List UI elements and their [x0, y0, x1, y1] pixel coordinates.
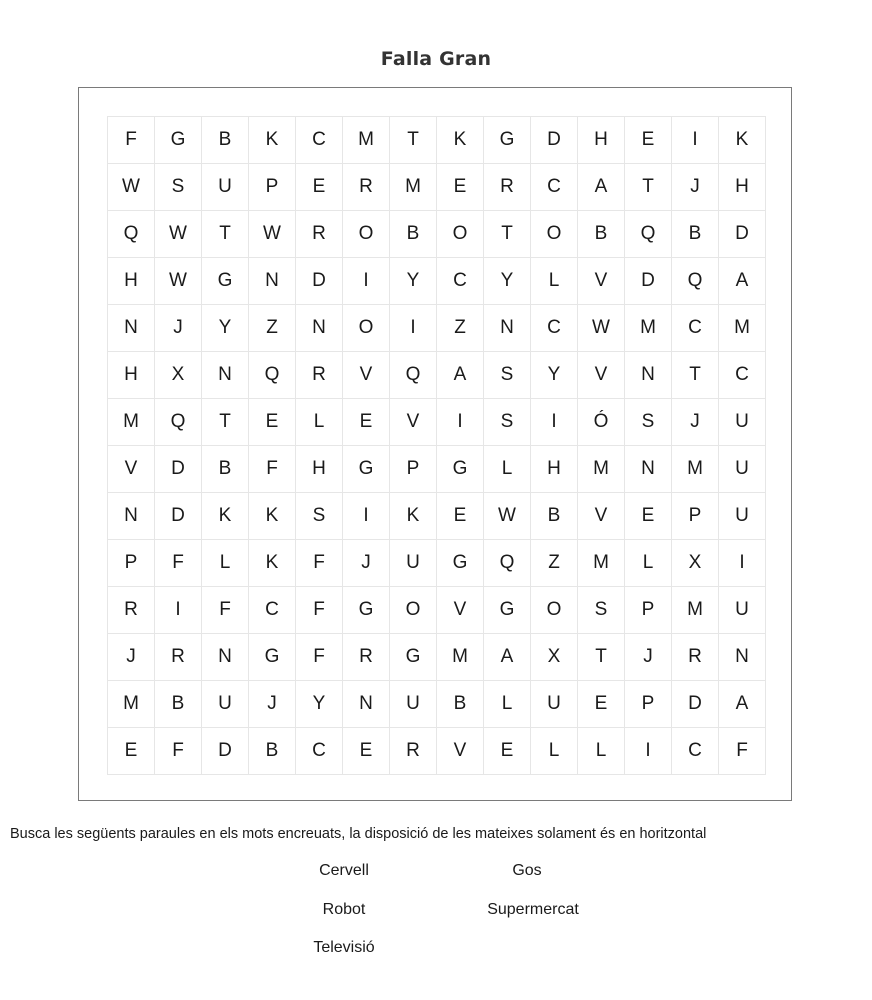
word-cervell: Cervell	[319, 862, 369, 879]
grid-cell[interactable]: F	[202, 587, 249, 634]
grid-cell[interactable]: C	[672, 728, 719, 775]
grid-cell[interactable]: B	[531, 493, 578, 540]
grid-cell[interactable]: F	[296, 587, 343, 634]
puzzle-title: Falla Gran	[380, 48, 492, 70]
grid-cell[interactable]: E	[484, 728, 531, 775]
grid-cell[interactable]: U	[390, 681, 437, 728]
grid-cell[interactable]: U	[202, 164, 249, 211]
grid-cell[interactable]: Q	[390, 352, 437, 399]
grid-cell[interactable]: S	[578, 587, 625, 634]
grid-cell[interactable]: M	[437, 634, 484, 681]
grid-cell[interactable]: T	[202, 399, 249, 446]
grid-cell[interactable]: W	[578, 305, 625, 352]
grid-cell[interactable]: T	[202, 211, 249, 258]
grid-cell[interactable]: K	[437, 117, 484, 164]
grid-cell[interactable]: U	[719, 399, 766, 446]
grid-cell[interactable]: S	[155, 164, 202, 211]
grid-cell[interactable]: S	[296, 493, 343, 540]
grid-cell[interactable]: C	[296, 117, 343, 164]
grid-cell[interactable]: Q	[108, 211, 155, 258]
grid-cell[interactable]: E	[437, 493, 484, 540]
grid-cell[interactable]: G	[155, 117, 202, 164]
grid-cell[interactable]: R	[672, 634, 719, 681]
grid-cell[interactable]: R	[108, 587, 155, 634]
grid-cell[interactable]: N	[108, 493, 155, 540]
letter-grid	[107, 116, 766, 775]
grid-cell[interactable]: N	[249, 258, 296, 305]
grid-cell[interactable]: H	[719, 164, 766, 211]
grid-cell[interactable]: T	[390, 117, 437, 164]
grid-cell[interactable]: M	[108, 399, 155, 446]
grid-cell[interactable]: N	[625, 352, 672, 399]
grid-cell[interactable]: M	[578, 540, 625, 587]
grid-cell[interactable]: G	[484, 587, 531, 634]
grid-cell[interactable]: W	[108, 164, 155, 211]
grid-cell[interactable]: F	[249, 446, 296, 493]
grid-cell[interactable]: U	[719, 587, 766, 634]
grid-cell[interactable]: Q	[484, 540, 531, 587]
grid-cell[interactable]: W	[155, 258, 202, 305]
grid-cell[interactable]: X	[531, 634, 578, 681]
grid-cell[interactable]: P	[625, 587, 672, 634]
grid-cell[interactable]: P	[625, 681, 672, 728]
grid-cell[interactable]: R	[484, 164, 531, 211]
grid-cell[interactable]: G	[202, 258, 249, 305]
grid-cell[interactable]: V	[108, 446, 155, 493]
grid-cell[interactable]: K	[719, 117, 766, 164]
grid-cell[interactable]: P	[249, 164, 296, 211]
grid-cell[interactable]: L	[578, 728, 625, 775]
grid-cell[interactable]: V	[578, 352, 625, 399]
grid-cell[interactable]: V	[437, 728, 484, 775]
word-supermercat: Supermercat	[487, 901, 579, 918]
grid-cell[interactable]: V	[343, 352, 390, 399]
grid-cell[interactable]: B	[437, 681, 484, 728]
grid-cell[interactable]: E	[625, 493, 672, 540]
grid-cell[interactable]: V	[578, 493, 625, 540]
word-gos: Gos	[512, 862, 542, 879]
grid-cell[interactable]: R	[343, 634, 390, 681]
grid-cell[interactable]: T	[625, 164, 672, 211]
grid-cell[interactable]: C	[296, 728, 343, 775]
grid-cell[interactable]: M	[672, 446, 719, 493]
grid-cell[interactable]: E	[296, 164, 343, 211]
grid-cell[interactable]: T	[578, 634, 625, 681]
grid-cell[interactable]: B	[155, 681, 202, 728]
grid-cell[interactable]: G	[343, 587, 390, 634]
grid-cell[interactable]: R	[155, 634, 202, 681]
grid-cell[interactable]: M	[672, 587, 719, 634]
grid-cell[interactable]: K	[249, 117, 296, 164]
grid-cell[interactable]: W	[249, 211, 296, 258]
grid-cell[interactable]: Q	[249, 352, 296, 399]
grid-cell[interactable]: G	[484, 117, 531, 164]
grid-cell[interactable]: A	[437, 352, 484, 399]
grid-cell[interactable]: F	[719, 728, 766, 775]
grid-cell[interactable]: Q	[672, 258, 719, 305]
grid-cell[interactable]: Q	[625, 211, 672, 258]
grid-cell[interactable]: Q	[155, 399, 202, 446]
grid-cell[interactable]: U	[202, 681, 249, 728]
grid-cell[interactable]: I	[531, 399, 578, 446]
grid-cell[interactable]: B	[578, 211, 625, 258]
grid-cell[interactable]: Y	[202, 305, 249, 352]
grid-cell[interactable]: N	[719, 634, 766, 681]
grid-cell[interactable]: V	[437, 587, 484, 634]
grid-cell[interactable]: N	[484, 305, 531, 352]
grid-cell[interactable]: D	[672, 681, 719, 728]
grid-cell[interactable]: Y	[296, 681, 343, 728]
grid-cell[interactable]: C	[719, 352, 766, 399]
grid-cell[interactable]: B	[202, 446, 249, 493]
grid-cell[interactable]: L	[296, 399, 343, 446]
grid-cell[interactable]: F	[296, 540, 343, 587]
grid-cell[interactable]: Z	[249, 305, 296, 352]
grid-cell[interactable]: E	[108, 728, 155, 775]
grid-cell[interactable]: Y	[390, 258, 437, 305]
grid-cell[interactable]: M	[719, 305, 766, 352]
grid-cell[interactable]: Z	[437, 305, 484, 352]
grid-cell[interactable]: F	[108, 117, 155, 164]
grid-cell[interactable]: M	[108, 681, 155, 728]
word-televisio: Televisió	[313, 939, 375, 956]
grid-cell[interactable]: L	[531, 728, 578, 775]
grid-cell[interactable]: X	[155, 352, 202, 399]
grid-cell[interactable]: N	[343, 681, 390, 728]
grid-cell[interactable]: Ó	[578, 399, 625, 446]
grid-cell[interactable]: P	[672, 493, 719, 540]
grid-cell[interactable]: Y	[531, 352, 578, 399]
word-robot: Robot	[322, 901, 366, 918]
grid-cell[interactable]: I	[719, 540, 766, 587]
grid-cell[interactable]: K	[249, 493, 296, 540]
grid-cell[interactable]: F	[296, 634, 343, 681]
grid-cell[interactable]: G	[437, 540, 484, 587]
grid-cell[interactable]: R	[296, 352, 343, 399]
grid-cell[interactable]: A	[484, 634, 531, 681]
grid-cell[interactable]: I	[343, 493, 390, 540]
grid-cell[interactable]: R	[343, 164, 390, 211]
grid-cell[interactable]: J	[108, 634, 155, 681]
grid-cell[interactable]: I	[343, 258, 390, 305]
grid-cell[interactable]: O	[531, 587, 578, 634]
grid-cell[interactable]: F	[155, 540, 202, 587]
grid-cell[interactable]: U	[531, 681, 578, 728]
grid-cell[interactable]: J	[249, 681, 296, 728]
grid-cell[interactable]: G	[437, 446, 484, 493]
grid-cell[interactable]: L	[484, 446, 531, 493]
grid-cell[interactable]: J	[343, 540, 390, 587]
grid-cell[interactable]: E	[343, 728, 390, 775]
grid-cell[interactable]: R	[390, 728, 437, 775]
grid-cell[interactable]: J	[155, 305, 202, 352]
grid-cell[interactable]: O	[531, 211, 578, 258]
grid-cell[interactable]: U	[719, 446, 766, 493]
grid-cell[interactable]: I	[155, 587, 202, 634]
grid-cell[interactable]: L	[484, 681, 531, 728]
grid-cell[interactable]: O	[437, 211, 484, 258]
grid-cell[interactable]: H	[578, 117, 625, 164]
grid-cell[interactable]: H	[108, 258, 155, 305]
grid-cell[interactable]: A	[578, 164, 625, 211]
grid-cell[interactable]: C	[249, 587, 296, 634]
grid-cell[interactable]: A	[719, 258, 766, 305]
grid-cell[interactable]: M	[578, 446, 625, 493]
grid-cell[interactable]: F	[155, 728, 202, 775]
grid-cell[interactable]: J	[625, 634, 672, 681]
grid-cell[interactable]: C	[672, 305, 719, 352]
grid-cell[interactable]: I	[390, 305, 437, 352]
grid-cell[interactable]: B	[202, 117, 249, 164]
grid-cell[interactable]: G	[343, 446, 390, 493]
grid-cell[interactable]: K	[390, 493, 437, 540]
grid-cell[interactable]: N	[625, 446, 672, 493]
grid-cell[interactable]: J	[672, 399, 719, 446]
grid-cell[interactable]: O	[343, 305, 390, 352]
grid-cell[interactable]: P	[108, 540, 155, 587]
grid-cell[interactable]: T	[672, 352, 719, 399]
grid-cell[interactable]: I	[625, 728, 672, 775]
grid-cell[interactable]: Z	[531, 540, 578, 587]
grid-cell[interactable]: B	[390, 211, 437, 258]
grid-cell[interactable]: G	[249, 634, 296, 681]
grid-cell[interactable]: R	[296, 211, 343, 258]
grid-cell[interactable]: S	[484, 352, 531, 399]
grid-cell[interactable]: C	[437, 258, 484, 305]
grid-cell[interactable]: H	[108, 352, 155, 399]
grid-cell[interactable]: C	[531, 164, 578, 211]
grid-cell[interactable]: E	[625, 117, 672, 164]
grid-cell[interactable]: L	[625, 540, 672, 587]
grid-cell[interactable]: D	[296, 258, 343, 305]
grid-cell[interactable]: V	[390, 399, 437, 446]
grid-cell[interactable]: X	[672, 540, 719, 587]
grid-cell[interactable]: N	[108, 305, 155, 352]
grid-cell[interactable]: M	[625, 305, 672, 352]
grid-cell[interactable]: N	[296, 305, 343, 352]
grid-cell[interactable]: E	[343, 399, 390, 446]
grid-cell[interactable]: K	[202, 493, 249, 540]
grid-cell[interactable]: U	[390, 540, 437, 587]
grid-cell[interactable]: D	[625, 258, 672, 305]
grid-cell[interactable]: J	[672, 164, 719, 211]
grid-cell[interactable]: C	[531, 305, 578, 352]
instructions-text: Busca les següents paraules en els mots encreuats, la disposició de les mateixes solament és en horitzontal	[10, 826, 707, 842]
grid-cell[interactable]: N	[202, 634, 249, 681]
grid-cell[interactable]: S	[484, 399, 531, 446]
grid-cell[interactable]: E	[578, 681, 625, 728]
grid-cell[interactable]: A	[719, 681, 766, 728]
grid-cell[interactable]: V	[578, 258, 625, 305]
grid-cell[interactable]: Y	[484, 258, 531, 305]
grid-cell[interactable]: P	[390, 446, 437, 493]
grid-cell[interactable]: M	[390, 164, 437, 211]
grid-cell[interactable]: D	[202, 728, 249, 775]
grid-cell[interactable]: B	[672, 211, 719, 258]
grid-cell[interactable]: M	[343, 117, 390, 164]
grid-cell[interactable]: I	[437, 399, 484, 446]
grid-cell[interactable]: H	[296, 446, 343, 493]
grid-cell[interactable]: D	[155, 446, 202, 493]
grid-cell[interactable]: T	[484, 211, 531, 258]
grid-cell[interactable]: L	[202, 540, 249, 587]
grid-cell[interactable]: O	[343, 211, 390, 258]
grid-cell[interactable]: W	[155, 211, 202, 258]
grid-cell[interactable]: B	[249, 728, 296, 775]
grid-cell[interactable]: E	[249, 399, 296, 446]
grid-cell[interactable]: L	[531, 258, 578, 305]
grid-cell[interactable]: W	[484, 493, 531, 540]
grid-cell[interactable]: G	[390, 634, 437, 681]
grid-cell[interactable]: E	[437, 164, 484, 211]
grid-cell[interactable]: K	[249, 540, 296, 587]
grid-cell[interactable]: D	[155, 493, 202, 540]
grid-cell[interactable]: U	[719, 493, 766, 540]
grid-cell[interactable]: D	[531, 117, 578, 164]
grid-cell[interactable]: S	[625, 399, 672, 446]
grid-cell[interactable]: H	[531, 446, 578, 493]
grid-cell[interactable]: N	[202, 352, 249, 399]
grid-cell[interactable]: I	[672, 117, 719, 164]
grid-cell[interactable]: D	[719, 211, 766, 258]
grid-cell[interactable]: O	[390, 587, 437, 634]
